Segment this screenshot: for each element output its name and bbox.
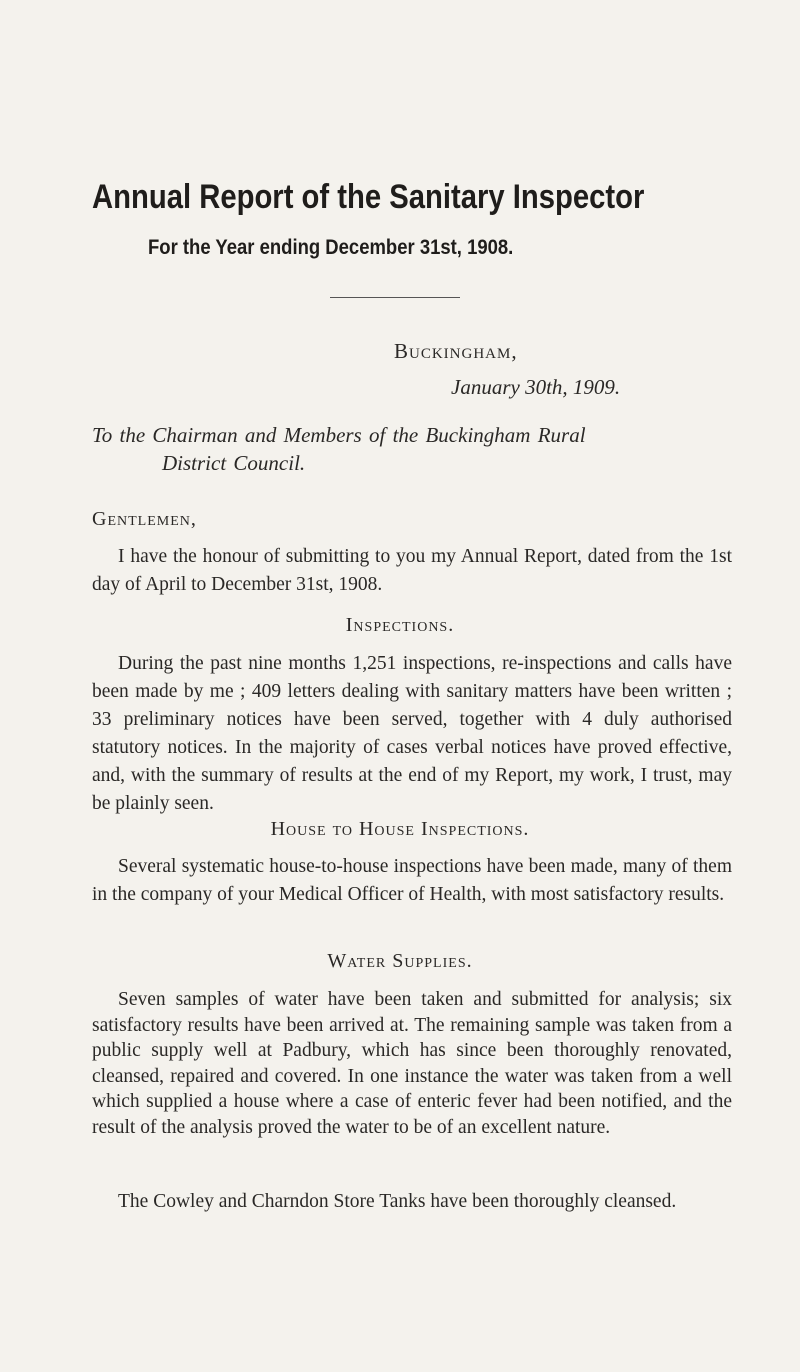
paragraph-store-tanks: The Cowley and Charndon Store Tanks have been thoroughly cleansed. xyxy=(118,1191,677,1212)
addressee-line-2: District Council. xyxy=(162,451,306,475)
report-subtitle: For the Year ending December 31st, 1908. xyxy=(148,236,514,259)
report-title: Annual Report of the Sanitary Inspector xyxy=(92,178,645,216)
section-heading-water-supplies: Water Supplies. xyxy=(327,950,473,972)
section-heading-inspections: Inspections. xyxy=(345,614,455,636)
addressee xyxy=(92,421,722,477)
paragraph-house-inspections: Several systematic house-to-house inspections have been made, many of them in the company of your Medical Officer of Health, with most satisfactory results. xyxy=(92,856,732,905)
divider-rule xyxy=(330,297,460,298)
section-heading-house-inspections: House to House Inspections. xyxy=(270,818,530,840)
place-line: Buckingham, xyxy=(394,339,518,363)
paragraph-inspections: During the past nine months 1,251 inspections, re-inspections and calls have been made by me ; 409 letters dealing with sanitary matters have been written ; 33 preliminary notices have been served, together with 4 duly authorised statutory notices. In the majority of cases verbal notices have proved effective, and, with the summary of results at the end of my Report, my work, I trust, may be plainly seen. xyxy=(92,653,732,814)
addressee-line-1: To the Chairman and Members of the Buckingham Rural xyxy=(92,423,586,447)
paragraph-water-supplies: Seven samples of water have been taken and submitted for analysis; six satisfactory results have been arrived at. The remaining sample was taken from a public supply well at Padbury, which has since been thoroughly renovated, cleansed, repaired and covered. In one instance the water was taken from a well which supplied a house where a case of enteric fever had been notified, and the result of the analysis proved the water to be of an excellent nature. xyxy=(92,989,732,1138)
intro-paragraph: I have the honour of submitting to you my Annual Report, dated from the 1st day of April to December 31st, 1908. xyxy=(92,546,732,595)
date-line: January 30th, 1909. xyxy=(451,375,621,399)
salutation: Gentlemen, xyxy=(92,508,197,530)
